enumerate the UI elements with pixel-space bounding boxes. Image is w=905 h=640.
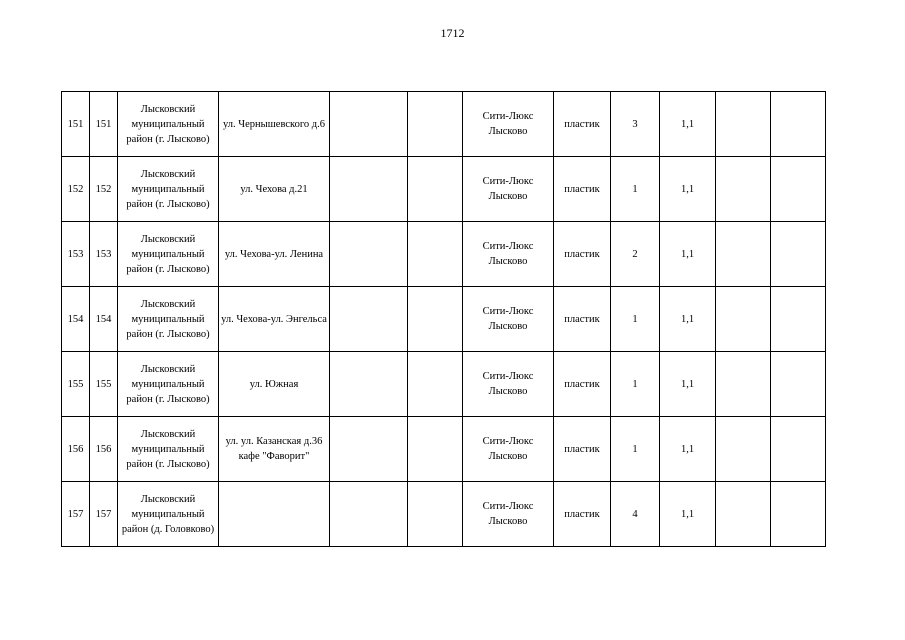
material-cell: пластик [554,287,611,352]
empty-cell [771,482,826,547]
empty-cell [716,92,771,157]
material-cell: пластик [554,222,611,287]
count-cell: 4 [611,482,660,547]
table-row [62,157,826,222]
volume-cell: 1,1 [660,482,716,547]
empty-cell [330,482,408,547]
row-number-cell: 154 [62,287,90,352]
empty-cell [771,222,826,287]
empty-cell [716,222,771,287]
address-cell: ул. Южная [219,352,330,417]
row-number-cell: 156 [62,417,90,482]
district-cell: Лысковский муниципальный район (г. Лысково) [118,287,219,352]
organization-cell: Сити-Люкс Лысково [463,417,554,482]
count-cell: 1 [611,287,660,352]
item-number-cell: 154 [90,287,118,352]
row-number-cell: 152 [62,157,90,222]
row-number-cell: 151 [62,92,90,157]
empty-cell [408,417,463,482]
count-cell: 2 [611,222,660,287]
material-cell: пластик [554,352,611,417]
district-cell: Лысковский муниципальный район (г. Лысково) [118,222,219,287]
item-number-cell: 152 [90,157,118,222]
empty-cell [771,352,826,417]
empty-cell [330,157,408,222]
empty-cell [771,157,826,222]
registry-table [61,91,826,547]
address-cell: ул. ул. Казанская д.36 кафе "Фаворит" [219,417,330,482]
item-number-cell: 153 [90,222,118,287]
empty-cell [330,352,408,417]
row-number-cell: 153 [62,222,90,287]
empty-cell [771,92,826,157]
empty-cell [330,92,408,157]
item-number-cell: 157 [90,482,118,547]
empty-cell [771,287,826,352]
row-number-cell: 157 [62,482,90,547]
empty-cell [716,352,771,417]
table-row [62,352,826,417]
empty-cell [408,222,463,287]
volume-cell: 1,1 [660,92,716,157]
empty-cell [716,287,771,352]
count-cell: 1 [611,352,660,417]
empty-cell [716,157,771,222]
empty-cell [716,417,771,482]
empty-cell [408,352,463,417]
district-cell: Лысковский муниципальный район (д. Головково) [118,482,219,547]
address-cell: ул. Чехова-ул. Ленина [219,222,330,287]
empty-cell [408,157,463,222]
table-body [62,92,826,547]
item-number-cell: 155 [90,352,118,417]
table-row [62,287,826,352]
district-cell: Лысковский муниципальный район (г. Лысково) [118,92,219,157]
volume-cell: 1,1 [660,222,716,287]
item-number-cell: 156 [90,417,118,482]
address-cell [219,482,330,547]
empty-cell [408,287,463,352]
empty-cell [330,222,408,287]
empty-cell [716,482,771,547]
row-number-cell: 155 [62,352,90,417]
page-number: 1712 [440,26,465,40]
count-cell: 3 [611,92,660,157]
material-cell: пластик [554,157,611,222]
organization-cell: Сити-Люкс Лысково [463,157,554,222]
address-cell: ул. Чехова д.21 [219,157,330,222]
empty-cell [408,92,463,157]
material-cell: пластик [554,482,611,547]
material-cell: пластик [554,417,611,482]
organization-cell: Сити-Люкс Лысково [463,352,554,417]
volume-cell: 1,1 [660,157,716,222]
table-row [62,222,826,287]
volume-cell: 1,1 [660,287,716,352]
empty-cell [330,287,408,352]
material-cell: пластик [554,92,611,157]
district-cell: Лысковский муниципальный район (г. Лысково) [118,157,219,222]
district-cell: Лысковский муниципальный район (г. Лысково) [118,417,219,482]
item-number-cell: 151 [90,92,118,157]
table-row [62,482,826,547]
empty-cell [408,482,463,547]
table-row [62,92,826,157]
count-cell: 1 [611,417,660,482]
organization-cell: Сити-Люкс Лысково [463,287,554,352]
organization-cell: Сити-Люкс Лысково [463,92,554,157]
volume-cell: 1,1 [660,417,716,482]
empty-cell [330,417,408,482]
count-cell: 1 [611,157,660,222]
address-cell: ул. Чехова-ул. Энгельса [219,287,330,352]
organization-cell: Сити-Люкс Лысково [463,222,554,287]
address-cell: ул. Чернышевского д.6 [219,92,330,157]
organization-cell: Сити-Люкс Лысково [463,482,554,547]
volume-cell: 1,1 [660,352,716,417]
empty-cell [771,417,826,482]
table-row [62,417,826,482]
district-cell: Лысковский муниципальный район (г. Лысково) [118,352,219,417]
